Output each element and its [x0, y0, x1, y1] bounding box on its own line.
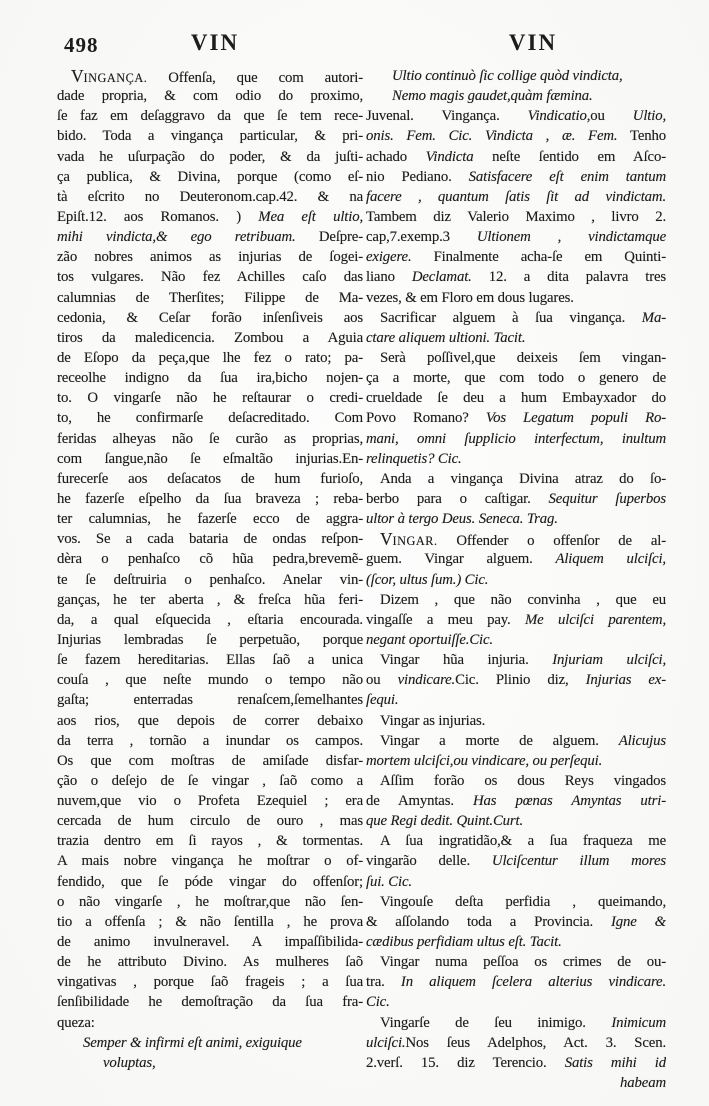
italic-text: Ulciſcentur illum mores — [491, 853, 666, 870]
text-line — [366, 247, 666, 267]
italic-text: ulciſci. — [366, 1034, 406, 1051]
body-text: vada he uſurpação do poder, & da juſti- — [57, 148, 363, 165]
text-line — [366, 630, 666, 650]
text-line — [366, 952, 666, 972]
body-text: Deſpre- — [295, 229, 363, 246]
headword-text: V — [380, 529, 393, 550]
body-text: Offender o offenſor de al- — [437, 533, 666, 550]
text-line — [57, 227, 363, 247]
text-line — [366, 449, 666, 469]
body-text: ſe faz em deſaggravo da que ſe tem rece- — [57, 108, 363, 125]
italic-text: Vindicatio, — [527, 108, 591, 125]
italic-text: Inimicum — [611, 1014, 666, 1031]
body-text: Anda a vingança Divina atraz do ſo- — [380, 470, 666, 487]
body-text: Vingar a morte de alguem. — [380, 732, 619, 749]
text-line — [366, 308, 666, 328]
body-text: Povo Romano? — [366, 410, 486, 427]
body-text: vingarão delle. — [366, 853, 492, 870]
italic-text: Alicujus — [618, 732, 666, 749]
body-text: ça publica, & Divina, porque (como eſ- — [57, 168, 363, 185]
body-text: Epiſt.12. aos Romanos. ) — [57, 208, 259, 225]
text-line — [366, 1033, 666, 1053]
body-text: receolhe indigno da ſua ira,bicho nojen- — [57, 370, 363, 387]
italic-text: Aliquem ulciſci, — [555, 551, 666, 568]
body-text: Vingarſe de ſeu inimigo. — [380, 1014, 612, 1031]
italic-text: Ultio continuò ſic collige quòd vindicta, — [392, 68, 623, 84]
body-text: vingativas , porque ſaõ frageis ; a ſua — [57, 974, 363, 991]
body-text: guem. Vingar alguem. — [366, 551, 556, 568]
body-text: de Amyntas. — [366, 793, 473, 810]
text-line — [57, 972, 363, 992]
text-line — [366, 1053, 666, 1073]
text-line — [57, 892, 363, 912]
text-line — [366, 711, 666, 731]
body-text: Vingouſe deſta perfidia , queimando, — [380, 893, 666, 910]
italic-text: Semper & infirmi eſt animi, exiguique — [83, 1034, 302, 1051]
text-line — [366, 1013, 666, 1033]
body-text: Vingar hũa injuria. — [380, 652, 553, 669]
italic-text: Satis mihi id — [564, 1054, 666, 1071]
body-text: nuvem,que vio o Profeta Ezequiel ; era — [57, 793, 363, 810]
body-text: Injurias lembradas ſe perpetuão, porque — [57, 631, 363, 648]
page-number: 498 — [64, 33, 99, 57]
body-text: queza: — [57, 1014, 95, 1031]
text-line — [366, 771, 666, 791]
text-line — [57, 207, 363, 227]
text-line — [366, 429, 666, 449]
text-line — [366, 126, 666, 146]
italic-text: exigere. — [366, 249, 412, 266]
text-line — [366, 912, 666, 932]
text-line — [57, 187, 363, 207]
running-head-right: VIN — [508, 30, 558, 55]
italic-text: voluptas, — [103, 1054, 156, 1071]
body-text: dèra o penhaſco cõ hũa pedra,brevemẽ- — [57, 551, 363, 568]
text-line — [366, 590, 666, 610]
text-line — [57, 449, 363, 469]
text-line — [366, 1073, 666, 1093]
body-text: vos. Se a cada bataria de ondas reſpon- — [57, 531, 363, 548]
headword-text: INGAR. — [392, 534, 438, 549]
body-text: liano — [366, 269, 412, 286]
body-text: tà eſcrito no Deuteronom.cap.42. & na — [57, 188, 363, 205]
text-line — [57, 912, 363, 932]
text-line — [57, 489, 363, 509]
text-line — [366, 972, 666, 992]
text-line — [57, 1013, 363, 1033]
text-line — [57, 86, 363, 106]
italic-text: facere , quantum ſatis ſit ad vindictam. — [366, 188, 666, 205]
text-line — [57, 851, 363, 871]
text-line — [366, 650, 666, 670]
body-text: ganças, he ter aberta , & freſca hũa feri- — [57, 591, 363, 608]
body-text: bido. Toda a vingança particular, & pri- — [57, 128, 363, 145]
running-head-left: VIN — [190, 30, 240, 55]
text-line — [366, 529, 666, 549]
text-line — [57, 167, 363, 187]
body-text: Sacrificar alguem à ſua vingança. — [380, 309, 642, 326]
body-text: tio a offenſa ; & não ſentilla , he prova — [57, 913, 363, 930]
body-text: to. O vingarſe não he reſtaurar o credi- — [57, 390, 363, 407]
body-text: A mais nobre vingança he moſtrar o of- — [57, 853, 363, 870]
italic-text: Me ulciſci parentem, — [525, 611, 666, 628]
text-line — [366, 207, 666, 227]
body-text: Juvenal. Vingança. — [366, 108, 528, 125]
body-text: te ſe deſtruiria o penhaſco. Anelar vin- — [57, 571, 363, 588]
text-line — [366, 992, 666, 1012]
body-text: ſe fazem hereditarias. Ellas ſaõ a unica — [57, 652, 363, 669]
text-line — [57, 106, 363, 126]
italic-text: Cic. — [366, 994, 390, 1011]
italic-text: In aliquem ſcelera alterius vindicare. — [400, 974, 666, 991]
text-line — [57, 126, 363, 146]
text-line — [57, 670, 363, 690]
body-text: de Eſopo da peça,que lhe fez o rato; pa- — [57, 349, 363, 366]
text-line — [57, 952, 363, 972]
text-line — [57, 791, 363, 811]
body-text: A ſua ingratidão,& a ſua fraqueza me — [380, 833, 666, 850]
italic-text: Declamat. — [411, 269, 472, 286]
text-line — [57, 1033, 363, 1053]
italic-text: Satisfacere eſt enim tantum — [468, 168, 666, 185]
body-text: Finalmente acha-ſe em Quinti- — [411, 249, 666, 266]
text-line — [366, 388, 666, 408]
text-line — [57, 147, 363, 167]
body-text: Tenho — [617, 128, 666, 145]
body-text: 12. a dita palavra tres — [471, 269, 666, 286]
body-text: vingaſſe a meu pay. — [366, 611, 525, 628]
headword-text: INGANÇA. — [83, 71, 148, 85]
text-line — [57, 771, 363, 791]
body-text: dade propria, & com odio do proximo, — [57, 88, 363, 105]
body-text: gaſta; enterradas renaſcem,ſemelhantes — [57, 692, 363, 709]
text-line — [57, 811, 363, 831]
body-text: fendido, que ſe póde vingar do offenſor; — [57, 873, 363, 890]
text-line — [366, 892, 666, 912]
italic-text: mihi vindicta,& ego retribuam. — [57, 229, 296, 246]
left-text-column — [57, 66, 363, 1073]
italic-text: habeam — [620, 1075, 666, 1092]
headword-text: V — [71, 66, 84, 86]
body-text: com ſangue,não ſe eſmaltão injurias.En- — [57, 450, 363, 467]
text-line — [57, 429, 363, 449]
italic-text: ſequi. — [366, 692, 399, 709]
text-line — [366, 570, 666, 590]
text-line — [57, 711, 363, 731]
italic-text: mortem ulciſci,ou vindicare, ou perſequi. — [366, 752, 603, 769]
text-line — [366, 267, 666, 287]
text-line — [57, 570, 363, 590]
text-line — [366, 328, 666, 348]
italic-text: Vindicta — [425, 148, 474, 165]
text-line — [57, 992, 363, 1012]
italic-text: relinquetis? Cic. — [366, 450, 462, 467]
text-line — [366, 731, 666, 751]
text-line — [366, 751, 666, 771]
text-line — [366, 227, 666, 247]
italic-text: cædibus perfidiam ultus eſt. Tacit. — [366, 934, 562, 951]
body-text: Os que com moſtras de amiſade disfar- — [57, 752, 363, 769]
italic-text: vindicare. — [397, 672, 456, 689]
body-text: furecerſe aos deſacatos de hum furioſo, — [57, 470, 363, 487]
text-line — [57, 388, 363, 408]
body-text: crueldade ſe deu a hum Embayxador do — [366, 390, 666, 407]
body-text: aos rios, que depois de correr debaixo — [57, 712, 363, 729]
text-line — [366, 831, 666, 851]
italic-text: Ma- — [641, 309, 666, 326]
body-text: Vingar numa peſſoa os crimes de ou- — [380, 954, 666, 971]
text-line — [57, 872, 363, 892]
text-line — [57, 529, 363, 549]
text-line — [366, 147, 666, 167]
text-line — [366, 469, 666, 489]
text-line — [366, 872, 666, 892]
text-line — [57, 831, 363, 851]
text-line — [366, 348, 666, 368]
text-line — [57, 690, 363, 710]
text-line — [366, 167, 666, 187]
text-line — [366, 549, 666, 569]
text-line — [57, 731, 363, 751]
italic-text: ctare aliquem ultioni. Tacit. — [366, 329, 526, 346]
italic-text: Ultionem , vindictamque — [476, 229, 666, 246]
text-line — [366, 509, 666, 529]
body-text: ter calumnias, he fazerſe ecco de aggra- — [57, 511, 363, 528]
italic-text: Ultio, — [632, 108, 666, 125]
body-text: calumnias de Therſites; Filippe de Ma- — [57, 289, 363, 306]
text-line — [366, 408, 666, 428]
body-text: tos vulgares. Não fez Achilles caſo das — [57, 269, 363, 286]
right-text-column — [366, 66, 666, 1093]
italic-text: negant oportuiſſe.Cic. — [366, 631, 493, 648]
italic-text: onis. Fem. Cic. Vindicta , æ. Fem. — [366, 128, 618, 145]
italic-text: Has pœnas Amyntas utri- — [473, 793, 666, 810]
body-text: & aſſolando toda a Provincia. — [366, 913, 611, 930]
body-text: ou — [366, 672, 398, 689]
italic-text: Injurias ex- — [585, 672, 666, 689]
body-text: de animo invulneravel. A impaſſibilida- — [57, 934, 363, 951]
body-text: Nos ſeus Adelphos, Act. 3. Scen. — [405, 1034, 666, 1051]
body-text: couſa , que neſte mundo o tempo não — [57, 672, 363, 689]
body-text: da, a qual eſquecida , eſtaria encourada. — [57, 611, 363, 628]
body-text: berbo para o caſtigar. — [366, 490, 549, 507]
text-line — [57, 549, 363, 569]
body-text: he fazerſe eſpelho da ſua braveza ; reba- — [57, 490, 363, 507]
italic-text: Injuriam ulciſci, — [552, 652, 666, 669]
body-text: ça a morte, que com todo o genero de — [366, 370, 666, 387]
text-line — [57, 1053, 363, 1073]
body-text: tiros da maledicencia. Zombou a Aguia — [57, 329, 363, 346]
text-line — [57, 66, 363, 86]
body-text: Serà poſſivel,que deixeis ſem vingan- — [380, 349, 666, 366]
text-line — [57, 308, 363, 328]
text-line — [57, 630, 363, 650]
body-text: achado — [366, 148, 426, 165]
body-text: feridas alheyas não ſe curão as proprias, — [57, 430, 363, 447]
text-line — [366, 610, 666, 630]
body-text: o não vingarſe , he moſtrar,que não ſen- — [57, 893, 363, 910]
text-line — [366, 489, 666, 509]
text-line — [366, 791, 666, 811]
body-text: ſenſibilidade he demoſtração da ſua fra- — [57, 994, 363, 1011]
text-line — [366, 670, 666, 690]
text-line — [57, 368, 363, 388]
body-text: Aſſim forão os dous Reys vingados — [380, 772, 666, 789]
body-text: 2.verſ. 15. diz Terencio. — [366, 1054, 565, 1071]
text-line — [366, 106, 666, 126]
text-line — [57, 267, 363, 287]
text-line — [366, 368, 666, 388]
text-line — [57, 247, 363, 267]
text-line — [57, 610, 363, 630]
text-line — [366, 851, 666, 871]
text-line — [57, 932, 363, 952]
text-line — [57, 408, 363, 428]
body-text: Dizem , que não convinha , que eu — [380, 591, 666, 608]
text-line — [57, 328, 363, 348]
body-text: trazia dentro em ſi rayos , & tormentas. — [57, 833, 363, 850]
italic-text: Sequitur ſuperbos — [548, 490, 666, 507]
text-line — [57, 288, 363, 308]
italic-text: Vos Legatum populi Ro- — [485, 410, 666, 427]
text-line — [366, 187, 666, 207]
text-line — [57, 509, 363, 529]
body-text: Tambem diz Valerio Maximo , livro 2. — [366, 208, 666, 225]
italic-text: que Regi dedit. Quint.Curt. — [366, 813, 524, 830]
text-line — [57, 590, 363, 610]
body-text: zão nobres animos as injurias de ſogei- — [57, 249, 363, 266]
body-text: cedonia, & Ceſar forão inſenſiveis aos — [57, 309, 363, 326]
body-text: de he attributo Divino. As mulheres ſaõ — [57, 954, 363, 971]
text-line — [366, 932, 666, 952]
text-line — [366, 288, 666, 308]
body-text: cercada de hum circulo de ouro , mas — [57, 813, 363, 830]
italic-text: Nemo magis gaudet,quàm fæmina. — [392, 88, 593, 105]
italic-text: Mea eſt ultio, — [258, 208, 363, 225]
body-text: Vingar as injurias. — [380, 712, 486, 729]
italic-text: Igne & — [611, 913, 666, 930]
body-text: to, he confirmarſe deſacreditado. Com — [57, 410, 363, 427]
italic-text: ultor à tergo Deus. Seneca. Trag. — [366, 511, 558, 528]
body-text: Offenſa, que com autori- — [147, 70, 363, 86]
text-line — [57, 348, 363, 368]
text-line — [57, 751, 363, 771]
text-line — [57, 650, 363, 670]
body-text: da terra , tornão a inundar os campos. — [57, 732, 363, 749]
text-line — [366, 690, 666, 710]
italic-text: mani, omni ſupplicio interfectum, inultum — [366, 430, 666, 447]
text-line — [57, 469, 363, 489]
text-line — [366, 86, 666, 106]
italic-text: ſui. Cic. — [366, 873, 412, 890]
body-text: neſte ſentido em Aſco- — [473, 148, 666, 165]
body-text: cap,7.exemp.3 — [366, 229, 477, 246]
body-text: nio Pediano. — [366, 168, 469, 185]
body-text: ou — [590, 108, 633, 125]
body-text: Cic. Plinio diz, — [455, 672, 586, 689]
italic-text: (ſcor, ultus ſum.) Cic. — [366, 571, 489, 588]
body-text: ção o deſejo de ſe vingar , ſaõ como a — [57, 772, 363, 789]
text-line — [366, 66, 666, 86]
body-text: vezes, & em Floro em dous lugares. — [366, 289, 574, 306]
body-text: tra. — [366, 974, 401, 991]
text-line — [366, 811, 666, 831]
